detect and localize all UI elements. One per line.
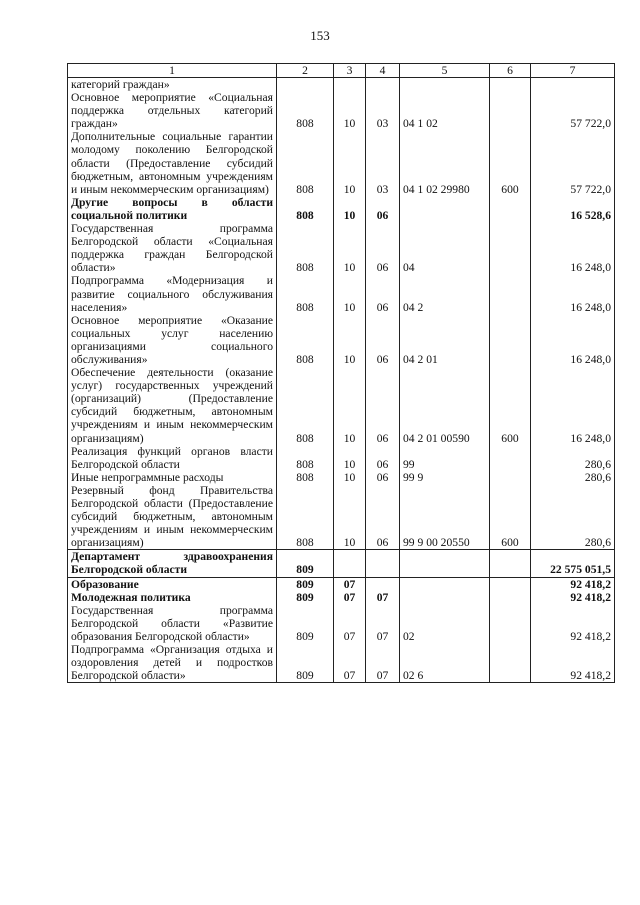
row-pr-cell <box>366 577 400 591</box>
row-vr-cell <box>490 445 531 471</box>
row-rz-cell: 10 <box>334 196 366 222</box>
row-pr-cell <box>366 550 400 577</box>
row-sum-cell: 92 418,2 <box>531 604 615 643</box>
row-vr-cell <box>490 78 531 92</box>
row-cs-cell <box>400 577 490 591</box>
row-rz-cell: 10 <box>334 366 366 445</box>
row-name-cell: Резервный фонд Правительства Белгородской области (Предоставление субсидий бюджетным, автономным учреждениям и иным некоммерческим организациям) <box>68 484 277 550</box>
row-sum-cell: 16 248,0 <box>531 274 615 313</box>
table-row <box>68 471 615 484</box>
row-pr-cell: 06 <box>366 445 400 471</box>
row-cs-cell: 02 <box>400 604 490 643</box>
row-cs-cell: 04 2 <box>400 274 490 313</box>
row-cs-cell: 04 2 01 00590 <box>400 366 490 445</box>
row-pr-cell: 07 <box>366 604 400 643</box>
row-rz-cell: 10 <box>334 471 366 484</box>
row-rz-cell: 10 <box>334 445 366 471</box>
row-cs-cell: 04 2 01 <box>400 314 490 366</box>
row-name-cell: Государственная программа Белгородской области «Развитие образования Белгородской области» <box>68 604 277 643</box>
row-name-cell: Подпрограмма «Организация отдыха и оздоровления детей и подростков Белгородской области» <box>68 643 277 683</box>
row-sum-cell: 22 575 051,5 <box>531 550 615 577</box>
table-body <box>68 78 615 683</box>
row-name-cell: Реализация функций органов власти Белгородской области <box>68 445 277 471</box>
table-row <box>68 577 615 591</box>
row-gr-cell: 808 <box>277 314 334 366</box>
table-row <box>68 445 615 471</box>
row-vr-cell <box>490 314 531 366</box>
row-sum-cell: 280,6 <box>531 445 615 471</box>
row-pr-cell: 06 <box>366 484 400 550</box>
table-row <box>68 274 615 313</box>
row-pr-cell: 07 <box>366 643 400 683</box>
row-pr-cell: 03 <box>366 91 400 130</box>
row-gr-cell: 809 <box>277 591 334 604</box>
row-sum-cell: 92 418,2 <box>531 591 615 604</box>
row-gr-cell: 808 <box>277 366 334 445</box>
row-vr-cell <box>490 604 531 643</box>
row-rz-cell: 07 <box>334 643 366 683</box>
table-row <box>68 366 615 445</box>
row-vr-cell <box>490 591 531 604</box>
row-vr-cell <box>490 196 531 222</box>
table-row <box>68 78 615 92</box>
row-sum-cell: 16 528,6 <box>531 196 615 222</box>
row-name-cell: Подпрограмма «Модернизация и развитие социального обслуживания населения» <box>68 274 277 313</box>
header-col-7: 7 <box>531 64 615 78</box>
table-row <box>68 91 615 130</box>
row-vr-cell <box>490 550 531 577</box>
row-cs-cell: 99 9 00 20550 <box>400 484 490 550</box>
row-cs-cell <box>400 78 490 92</box>
row-vr-cell <box>490 577 531 591</box>
row-gr-cell: 808 <box>277 445 334 471</box>
row-cs-cell: 99 <box>400 445 490 471</box>
row-vr-cell <box>490 471 531 484</box>
row-rz-cell: 07 <box>334 577 366 591</box>
row-name-cell: Государственная программа Белгородской области «Социальная поддержка граждан Белгородской области» <box>68 222 277 274</box>
row-rz-cell <box>334 550 366 577</box>
row-sum-cell: 57 722,0 <box>531 130 615 195</box>
row-gr-cell: 809 <box>277 577 334 591</box>
row-gr-cell: 809 <box>277 643 334 683</box>
row-rz-cell: 10 <box>334 274 366 313</box>
row-rz-cell <box>334 78 366 92</box>
row-name-cell: категорий граждан» <box>68 78 277 92</box>
header-col-4: 4 <box>366 64 400 78</box>
row-gr-cell: 808 <box>277 222 334 274</box>
row-gr-cell: 808 <box>277 274 334 313</box>
row-rz-cell: 10 <box>334 314 366 366</box>
header-col-6: 6 <box>490 64 531 78</box>
row-sum-cell: 92 418,2 <box>531 577 615 591</box>
row-rz-cell: 10 <box>334 484 366 550</box>
row-gr-cell <box>277 78 334 92</box>
row-name-cell: Дополнительные социальные гарантии молодому поколению Белгородской области (Предоставление субсидий бюджетным, автономным учреждениям и иным некоммерческим организациям) <box>68 130 277 195</box>
table-row <box>68 130 615 195</box>
row-sum-cell: 16 248,0 <box>531 314 615 366</box>
table-row <box>68 591 615 604</box>
row-gr-cell: 809 <box>277 604 334 643</box>
row-gr-cell: 808 <box>277 484 334 550</box>
row-vr-cell: 600 <box>490 366 531 445</box>
table-row <box>68 550 615 577</box>
row-gr-cell: 808 <box>277 91 334 130</box>
row-sum-cell: 16 248,0 <box>531 222 615 274</box>
row-sum-cell: 280,6 <box>531 484 615 550</box>
row-pr-cell: 06 <box>366 314 400 366</box>
row-cs-cell: 04 1 02 29980 <box>400 130 490 195</box>
row-sum-cell <box>531 78 615 92</box>
row-sum-cell: 57 722,0 <box>531 91 615 130</box>
row-cs-cell <box>400 550 490 577</box>
row-cs-cell <box>400 196 490 222</box>
row-name-cell: Иные непрограммные расходы <box>68 471 277 484</box>
row-cs-cell: 02 6 <box>400 643 490 683</box>
row-pr-cell: 06 <box>366 471 400 484</box>
row-pr-cell: 06 <box>366 222 400 274</box>
table-row <box>68 222 615 274</box>
row-name-cell: Обеспечение деятельности (оказание услуг) государственных учреждений (организаций) (Предоставление субсидий бюджетным, автономным учреждениям и иным некоммерческим организациям) <box>68 366 277 445</box>
row-vr-cell: 600 <box>490 484 531 550</box>
row-rz-cell: 10 <box>334 91 366 130</box>
table-row <box>68 196 615 222</box>
row-sum-cell: 92 418,2 <box>531 643 615 683</box>
row-name-cell: Молодежная политика <box>68 591 277 604</box>
row-vr-cell <box>490 222 531 274</box>
row-pr-cell <box>366 78 400 92</box>
row-vr-cell <box>490 91 531 130</box>
row-rz-cell: 10 <box>334 222 366 274</box>
table-row <box>68 643 615 683</box>
row-gr-cell: 808 <box>277 196 334 222</box>
table-header-row <box>68 64 615 78</box>
row-pr-cell: 07 <box>366 591 400 604</box>
table-row <box>68 314 615 366</box>
table-row <box>68 484 615 550</box>
row-cs-cell <box>400 591 490 604</box>
row-pr-cell: 06 <box>366 196 400 222</box>
budget-table <box>67 63 615 683</box>
table-row <box>68 604 615 643</box>
row-sum-cell: 16 248,0 <box>531 366 615 445</box>
row-name-cell: Департамент здравоохранения Белгородской области <box>68 550 277 577</box>
row-cs-cell: 04 1 02 <box>400 91 490 130</box>
row-rz-cell: 07 <box>334 604 366 643</box>
row-sum-cell: 280,6 <box>531 471 615 484</box>
row-vr-cell <box>490 274 531 313</box>
row-gr-cell: 809 <box>277 550 334 577</box>
row-pr-cell: 06 <box>366 366 400 445</box>
row-rz-cell: 10 <box>334 130 366 195</box>
page-number: 153 <box>310 28 330 43</box>
header-col-5: 5 <box>400 64 490 78</box>
row-gr-cell: 808 <box>277 130 334 195</box>
header-col-3: 3 <box>334 64 366 78</box>
row-name-cell: Основное мероприятие «Оказание социальных услуг населению организациями социального обслуживания» <box>68 314 277 366</box>
row-pr-cell: 03 <box>366 130 400 195</box>
row-cs-cell: 99 9 <box>400 471 490 484</box>
row-name-cell: Основное мероприятие «Социальная поддержка отдельных категорий граждан» <box>68 91 277 130</box>
header-col-1: 1 <box>68 64 277 78</box>
row-name-cell: Другие вопросы в области социальной политики <box>68 196 277 222</box>
header-col-2: 2 <box>277 64 334 78</box>
row-vr-cell: 600 <box>490 130 531 195</box>
row-rz-cell: 07 <box>334 591 366 604</box>
row-gr-cell: 808 <box>277 471 334 484</box>
row-pr-cell: 06 <box>366 274 400 313</box>
row-cs-cell: 04 <box>400 222 490 274</box>
row-vr-cell <box>490 643 531 683</box>
row-name-cell: Образование <box>68 577 277 591</box>
